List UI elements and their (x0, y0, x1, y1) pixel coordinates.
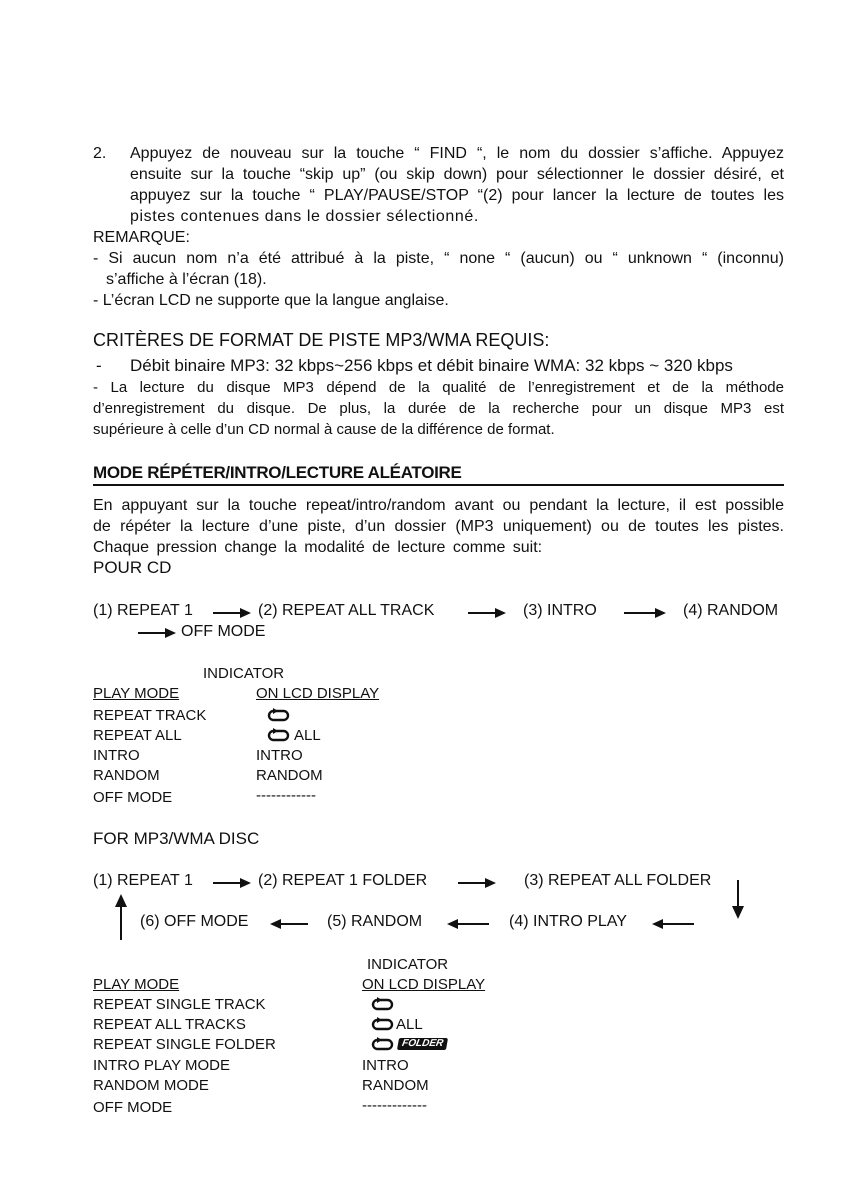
criteres-line: - La lecture du disque MP3 dépend de la qualité de l’enregistrement et de la méthode (93, 379, 784, 396)
indicator-label: INDICATOR (367, 956, 449, 973)
remarque-item-2: - L’écran LCD ne supporte que la langue anglaise. (93, 292, 449, 309)
pour-cd-label: POUR CD (93, 558, 172, 577)
mode-heading: MODE RÉPÉTER/INTRO/LECTURE ALÉATOIRE (93, 463, 462, 482)
mp3-step-2: (2) REPEAT 1 FOLDER (258, 872, 428, 889)
repeat-icon (267, 708, 291, 722)
cd-step-4: (4) RANDOM (683, 602, 779, 619)
arrow-up-icon (114, 894, 128, 940)
section2-line: ensuite sur la touche “skip up” (ou skip down) pour sélectionner le dossier désiré, et (130, 166, 784, 183)
mp3-step-4: (4) INTRO PLAY (509, 913, 627, 930)
repeat-icon (371, 1017, 395, 1031)
table-row-mode: REPEAT ALL (93, 727, 182, 744)
table-row-display: INTRO (256, 747, 303, 764)
remarque-item-1 (93, 249, 784, 289)
table-row-mode: INTRO (93, 747, 140, 764)
cd-step-1: (1) REPEAT 1 (93, 602, 193, 619)
repeat-icon (267, 728, 291, 742)
mp3-heading: FOR MP3/WMA DISC (93, 829, 260, 848)
indicator-label: INDICATOR (203, 665, 285, 682)
mp3-step-1: (1) REPEAT 1 (93, 872, 193, 889)
table-row-mode: REPEAT SINGLE TRACK (93, 996, 266, 1013)
arrow-right-icon (138, 632, 174, 634)
bitrate-line: Débit binaire MP3: 32 kbps~256 kbps et débit binaire WMA: 32 kbps ~ 320 kbps (130, 356, 733, 375)
arrow-right-icon (213, 612, 249, 614)
section2-paragraph (130, 144, 784, 228)
arrow-left-icon (449, 923, 489, 925)
table-row-mode: INTRO PLAY MODE (93, 1057, 230, 1074)
table-row-display: ------------- (362, 1097, 427, 1114)
table-row-display: ------------ (256, 787, 316, 804)
criteres-line: d’enregistrement du disque. De plus, la durée de la recherche pour un disque MP3 est (93, 400, 784, 417)
step-number: 2. (93, 145, 107, 162)
heading-rule (93, 484, 784, 486)
mode-intro-line: En appuyant sur la touche repeat/intro/random avant ou pendant la lecture, il est possible (93, 497, 784, 514)
lcd-display-header: ON LCD DISPLAY (362, 976, 486, 993)
mp3-step-3: (3) REPEAT ALL FOLDER (524, 872, 712, 889)
mode-intro (93, 496, 784, 560)
remarque-heading: REMARQUE: (93, 229, 190, 246)
repeat-icon (371, 997, 395, 1011)
cd-step-3: (3) INTRO (523, 602, 597, 619)
table-row-display: INTRO (362, 1057, 409, 1074)
section2-line: appuyez sur la touche “ PLAY/PAUSE/STOP “(2) pour lancer la lecture de toutes les (130, 187, 784, 204)
folder-indicator-icon: FOLDER (397, 1038, 448, 1050)
arrow-down-icon (731, 880, 745, 920)
remarque-line: - Si aucun nom n’a été attribué à la piste, “ none “ (aucun) ou “ unknown “ (inconnu) (93, 250, 784, 267)
arrow-right-icon (624, 612, 664, 614)
section2-line: pistes contenues dans le dossier sélectionné. (130, 208, 479, 225)
table-row-mode: RANDOM MODE (93, 1077, 209, 1094)
table-row-mode: RANDOM (93, 767, 160, 784)
bullet-dash: - (96, 356, 102, 375)
criteres-line: supérieure à celle d’un CD normal à cause de la différence de format. (93, 421, 555, 438)
section2-line: Appuyez de nouveau sur la touche “ FIND “, le nom du dossier s’affiche. Appuyez (130, 145, 784, 162)
mode-intro-line: Chaque pression change la modalité de lecture comme suit: (93, 539, 543, 556)
criteres-heading: CRITÈRES DE FORMAT DE PISTE MP3/WMA REQUIS: (93, 330, 550, 350)
arrow-left-icon (272, 923, 308, 925)
arrow-right-icon (458, 882, 494, 884)
lcd-display-header: ON LCD DISPLAY (256, 685, 380, 702)
repeat-icon (371, 1037, 395, 1051)
table-row-mode: REPEAT TRACK (93, 707, 207, 724)
cd-step-2: (2) REPEAT ALL TRACK (258, 602, 435, 619)
table-row-display: ALL (396, 1016, 423, 1033)
table-row-mode: OFF MODE (93, 1099, 173, 1116)
table-row-display: ALL (294, 727, 321, 744)
table-row-mode: REPEAT ALL TRACKS (93, 1016, 246, 1033)
mode-intro-line: de répéter la lecture d’une piste, d’un dossier (MP3 uniquement) ou de toutes les pistes. (93, 518, 784, 535)
table-row-display: RANDOM (362, 1077, 429, 1094)
arrow-right-icon (468, 612, 504, 614)
table-row-display: RANDOM (256, 767, 323, 784)
table-row-mode: OFF MODE (93, 789, 173, 806)
mp3-step-5: (5) RANDOM (327, 913, 423, 930)
play-mode-header: PLAY MODE (93, 685, 180, 702)
arrow-left-icon (654, 923, 694, 925)
arrow-right-icon (213, 882, 249, 884)
remarque-line: s’affiche à l’écran (18). (106, 271, 267, 288)
play-mode-header: PLAY MODE (93, 976, 180, 993)
criteres-paragraph (93, 378, 784, 442)
mp3-step-6: (6) OFF MODE (140, 913, 249, 930)
table-row-mode: REPEAT SINGLE FOLDER (93, 1036, 276, 1053)
cd-step-5: OFF MODE (181, 623, 266, 640)
